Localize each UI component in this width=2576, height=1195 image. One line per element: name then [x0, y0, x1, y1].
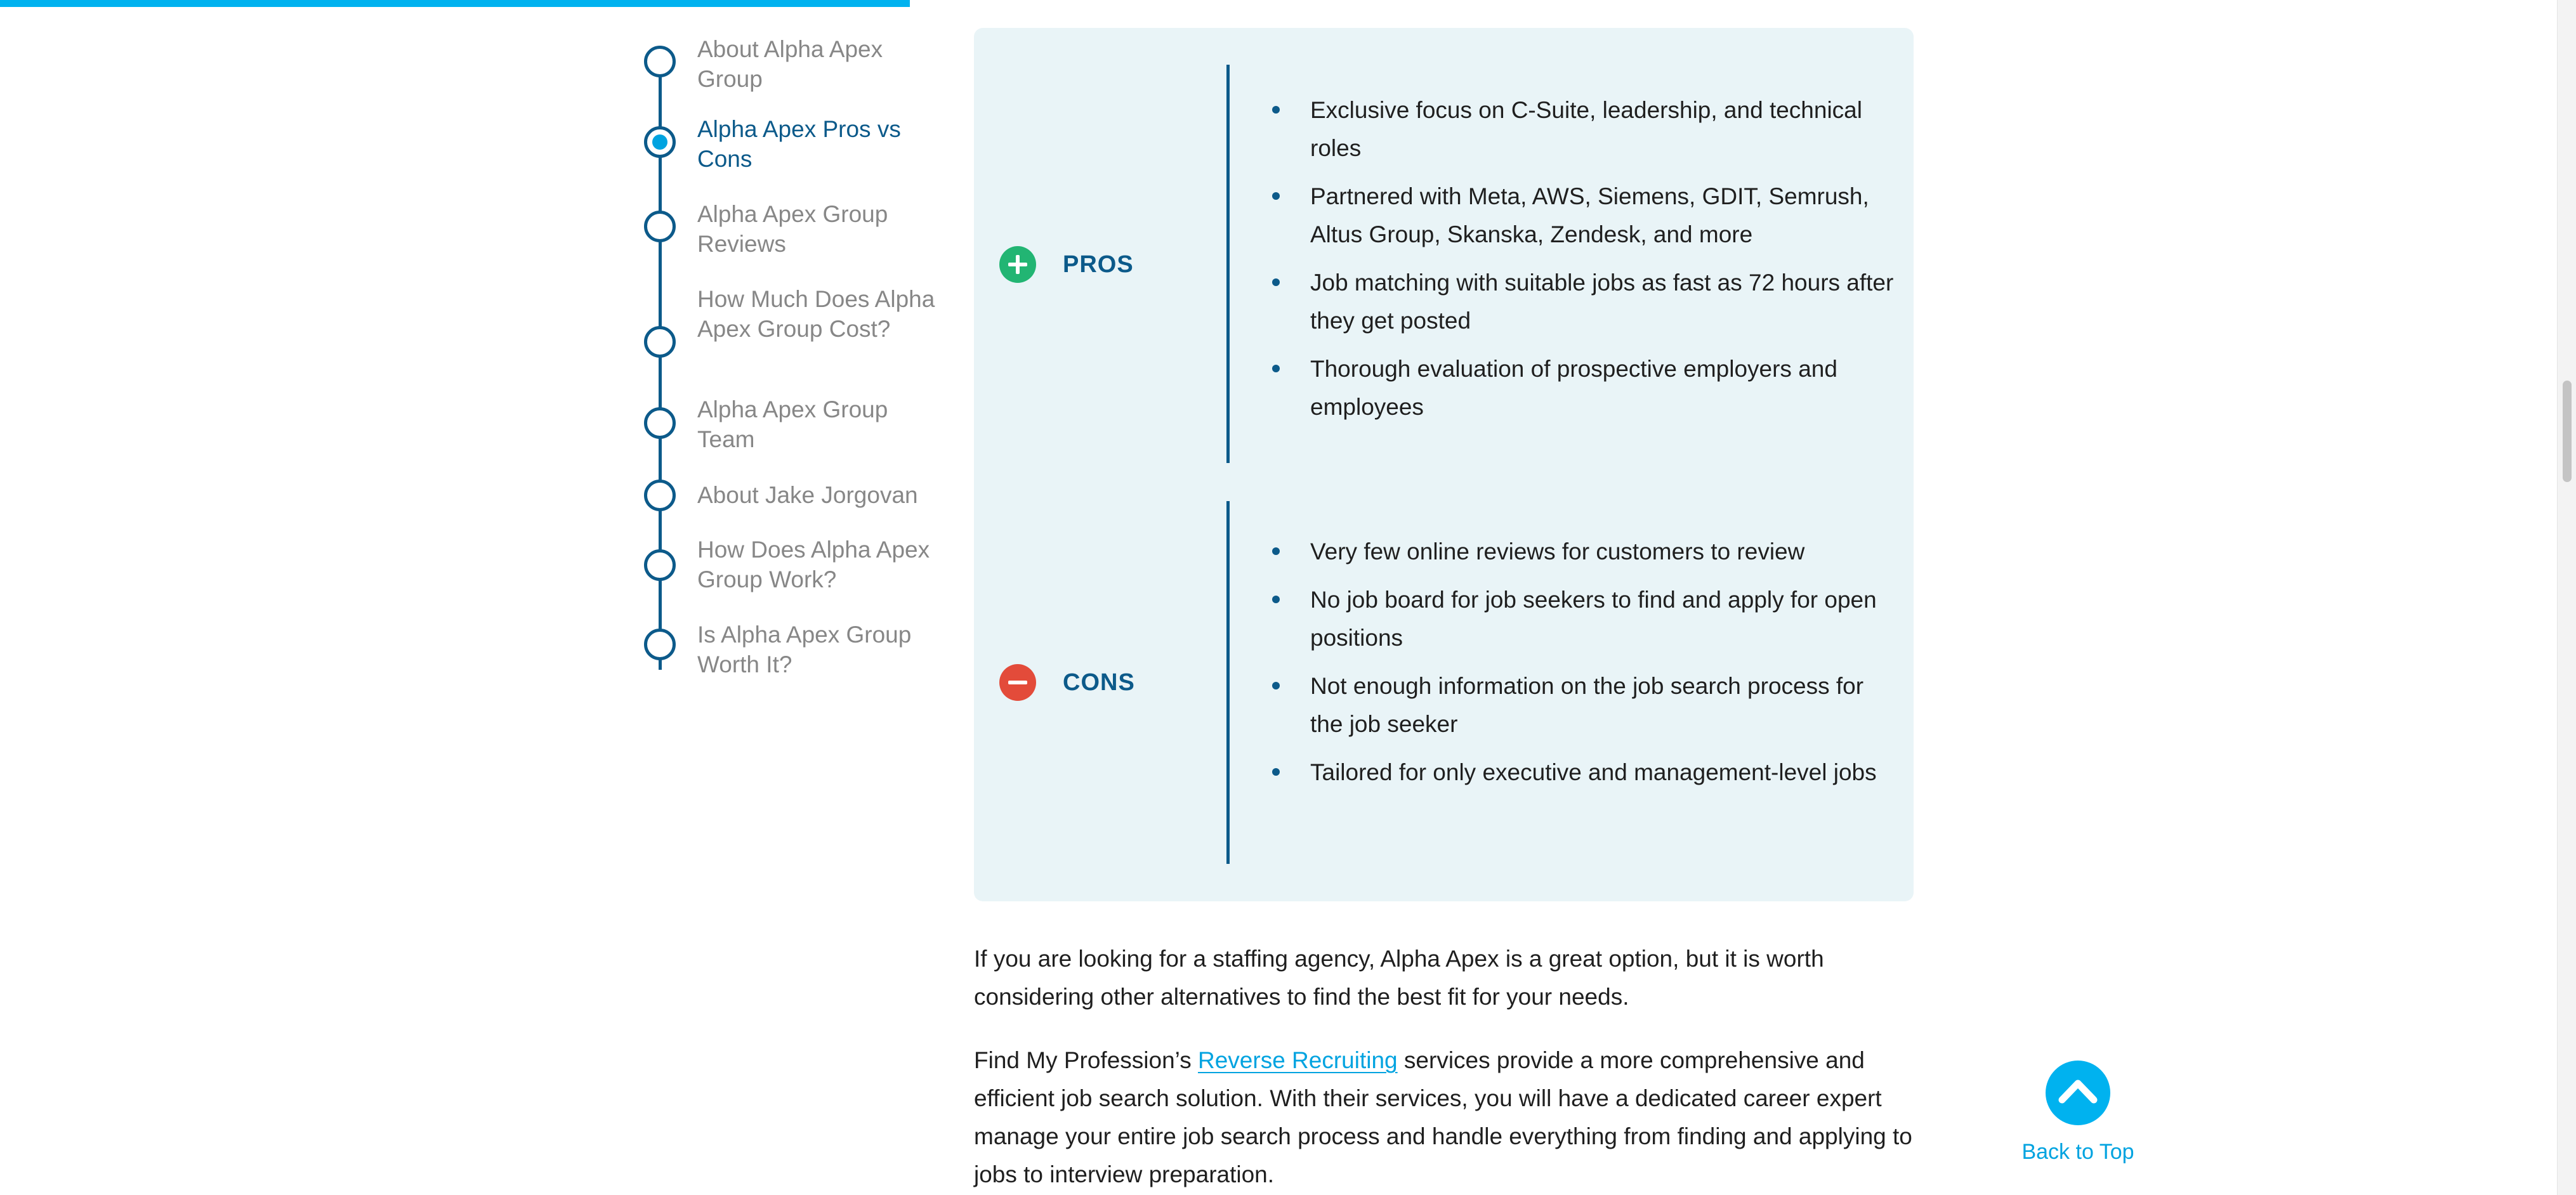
list-item: Not enough information on the job search process for the job seeker [1310, 667, 1894, 743]
toc-circle-icon [644, 46, 676, 77]
back-to-top-label: Back to Top [2021, 1140, 2134, 1164]
toc-item-pros-vs-cons[interactable] [641, 114, 939, 178]
paragraph-text: Find My Profession’s [974, 1047, 1198, 1073]
toc-item-label: How Does Alpha Apex Group Work? [697, 537, 930, 592]
toc-circle-icon [644, 480, 676, 511]
toc-item-label: Alpha Apex Pros vs Cons [697, 116, 901, 172]
toc-item-how-it-works[interactable] [641, 535, 939, 598]
minus-circle-icon [999, 664, 1036, 701]
toc-item-label: Alpha Apex Group Reviews [697, 201, 888, 257]
toc-active-circle-icon [644, 126, 676, 158]
toc-item-about-jake-jorgovan[interactable] [641, 480, 939, 518]
list-item: Partnered with Meta, AWS, Siemens, GDIT, Semrush, Altus Group, Skanska, Zendesk, and more [1310, 178, 1894, 254]
page-scrollbar[interactable] [2557, 0, 2576, 1195]
pros-list [1310, 91, 1894, 436]
toc-item-worth-it[interactable] [641, 620, 939, 683]
back-to-top-button[interactable] [2011, 1061, 2145, 1170]
toc-circle-icon [644, 407, 676, 439]
chevron-up-icon [2046, 1061, 2110, 1125]
pros-heading: PROS [1063, 251, 1134, 278]
toc-item-team[interactable] [641, 395, 939, 458]
toc-item-label: Alpha Apex Group Team [697, 396, 888, 452]
toc-circle-icon [644, 629, 676, 660]
toc-circle-icon [644, 326, 676, 358]
body-paragraph [974, 1042, 1919, 1194]
plus-circle-icon [999, 246, 1036, 283]
list-item: Exclusive focus on C-Suite, leadership, and technical roles [1310, 91, 1894, 167]
toc-item-label: About Jake Jorgovan [697, 482, 918, 508]
scrollbar-thumb[interactable] [2563, 381, 2572, 482]
list-item: Thorough evaluation of prospective employers and employees [1310, 350, 1894, 426]
cons-list [1310, 533, 1894, 802]
toc-circle-icon [644, 549, 676, 581]
pros-divider [1226, 65, 1230, 463]
table-of-contents [641, 25, 939, 685]
reading-progress-bar [0, 0, 2563, 7]
toc-item-about-alpha-apex-group[interactable] [641, 34, 939, 98]
list-item: No job board for job seekers to find and apply for open positions [1310, 581, 1894, 657]
reading-progress-fill [0, 0, 910, 7]
cons-heading: CONS [1063, 669, 1135, 696]
list-item: Very few online reviews for customers to review [1310, 533, 1894, 571]
toc-item-label: Is Alpha Apex Group Worth It? [697, 622, 912, 677]
body-paragraph: If you are looking for a staffing agency, Alpha Apex is a great option, but it is worth considering other alternatives to find the best fit for your needs. [974, 946, 1824, 1010]
toc-item-label: About Alpha Apex Group [697, 36, 883, 92]
list-item: Tailored for only executive and management-level jobs [1310, 754, 1894, 792]
list-item: Job matching with suitable jobs as fast as 72 hours after they get posted [1310, 264, 1894, 340]
paragraph-text: services provide a more comprehensive and efficient job search solution. With their services, you will have a dedicated career expert manage your entire job search process and handle everything from finding and applying to jobs to interview preparation. [974, 1047, 1912, 1187]
toc-circle-icon [644, 211, 676, 242]
reverse-recruiting-link[interactable]: Reverse Recruiting [1198, 1047, 1398, 1073]
pros-cons-box [974, 28, 1914, 901]
toc-item-cost[interactable] [641, 284, 939, 377]
toc-item-label: How Much Does Alpha Apex Group Cost? [697, 286, 935, 342]
cons-divider [1226, 501, 1230, 864]
toc-item-reviews[interactable] [641, 199, 939, 263]
